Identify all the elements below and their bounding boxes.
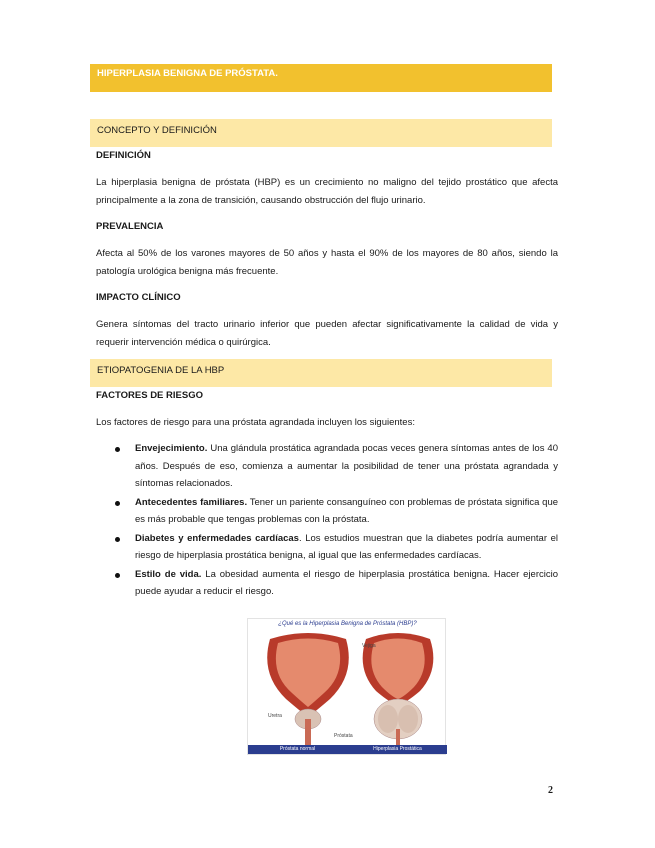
heading-prevalencia: PREVALENCIA bbox=[96, 221, 164, 232]
list-item-text: Una glándula prostática agrandada pocas veces genera síntomas antes de los 40 años. Después de eso, comienza a aumentar la posibilidad de tener una próstata agrandada y síntomas relacionados. bbox=[135, 443, 558, 489]
bullet-icon bbox=[115, 573, 120, 578]
list-item bbox=[96, 440, 558, 493]
label-vejiga: Vejiga bbox=[362, 643, 376, 649]
section-header-concepto bbox=[90, 119, 552, 147]
page-number: 2 bbox=[548, 785, 553, 796]
bullet-icon bbox=[115, 501, 120, 506]
document-title-banner bbox=[90, 64, 552, 92]
risk-factor-list bbox=[96, 440, 558, 602]
caption-hiperplasia: Hiperplasia Prostática bbox=[373, 746, 422, 752]
list-item-term: Envejecimiento. bbox=[135, 443, 208, 454]
section-header-etiopatogenia bbox=[90, 359, 552, 387]
heading-factores: FACTORES DE RIESGO bbox=[96, 390, 203, 401]
prostate-illustration bbox=[247, 618, 446, 755]
urethra-enlarged bbox=[396, 729, 400, 745]
paragraph-impacto: Genera síntomas del tracto urinario inferior que pueden afectar significativamente la calidad de vida y requerir intervención médica o quirúrgica. bbox=[96, 319, 558, 348]
label-uretra: Uretra bbox=[268, 713, 282, 719]
paragraph-prevalencia: Afecta al 50% de los varones mayores de 50 años y hasta el 90% de los mayores de 80 años, siendo la patología urológica benigna más frecuente. bbox=[96, 248, 558, 277]
heading-definicion: DEFINICIÓN bbox=[96, 150, 151, 161]
paragraph-factores-intro: Los factores de riesgo para una próstata agrandada incluyen los siguientes: bbox=[96, 417, 415, 428]
section-title: ETIOPATOGENIA DE LA HBP bbox=[97, 365, 225, 376]
list-item-term: Diabetes y enfermedades cardíacas bbox=[135, 532, 299, 544]
prostate-diagram bbox=[248, 619, 447, 747]
document-title: HIPERPLASIA BENIGNA DE PRÓSTATA. bbox=[97, 68, 278, 79]
bullet-icon bbox=[115, 537, 120, 542]
section-title: CONCEPTO Y DEFINICIÓN bbox=[97, 125, 217, 136]
caption-normal: Próstata normal bbox=[279, 746, 316, 752]
paragraph-definicion: La hiperplasia benigna de próstata (HBP) es un crecimiento no maligno del tejido prostático que afecta principalmente a la zona de transición, causando obstrucción del flujo urinario. bbox=[96, 177, 558, 206]
urethra-normal bbox=[305, 719, 311, 745]
list-item bbox=[96, 530, 558, 565]
list-item-text: Tener un pariente consanguíneo con problemas de próstata significa que es más probable que tengas problemas con la próstata. bbox=[135, 496, 559, 525]
list-item-term: Estilo de vida. bbox=[135, 568, 202, 580]
figure-title: ¿Qué es la Hiperplasia Benigna de Próstata (HBP)? bbox=[278, 621, 417, 627]
bullet-icon bbox=[115, 447, 120, 452]
list-item-text: . Los estudios muestran que la diabetes podría aumentar el riesgo de hiperplasia prostática benigna, al igual que las enfermedades cardíacas. bbox=[135, 532, 558, 561]
heading-impacto: IMPACTO CLÍNICO bbox=[96, 292, 181, 303]
list-item bbox=[96, 566, 558, 601]
list-item-term: Antecedentes familiares. bbox=[135, 496, 248, 508]
list-item bbox=[96, 494, 558, 529]
label-prostata: Próstata bbox=[334, 733, 353, 739]
list-item-text: La obesidad aumenta el riesgo de hiperplasia prostática benigna. Hacer ejercicio puede ayudar a reducir el riesgo. bbox=[135, 568, 558, 597]
